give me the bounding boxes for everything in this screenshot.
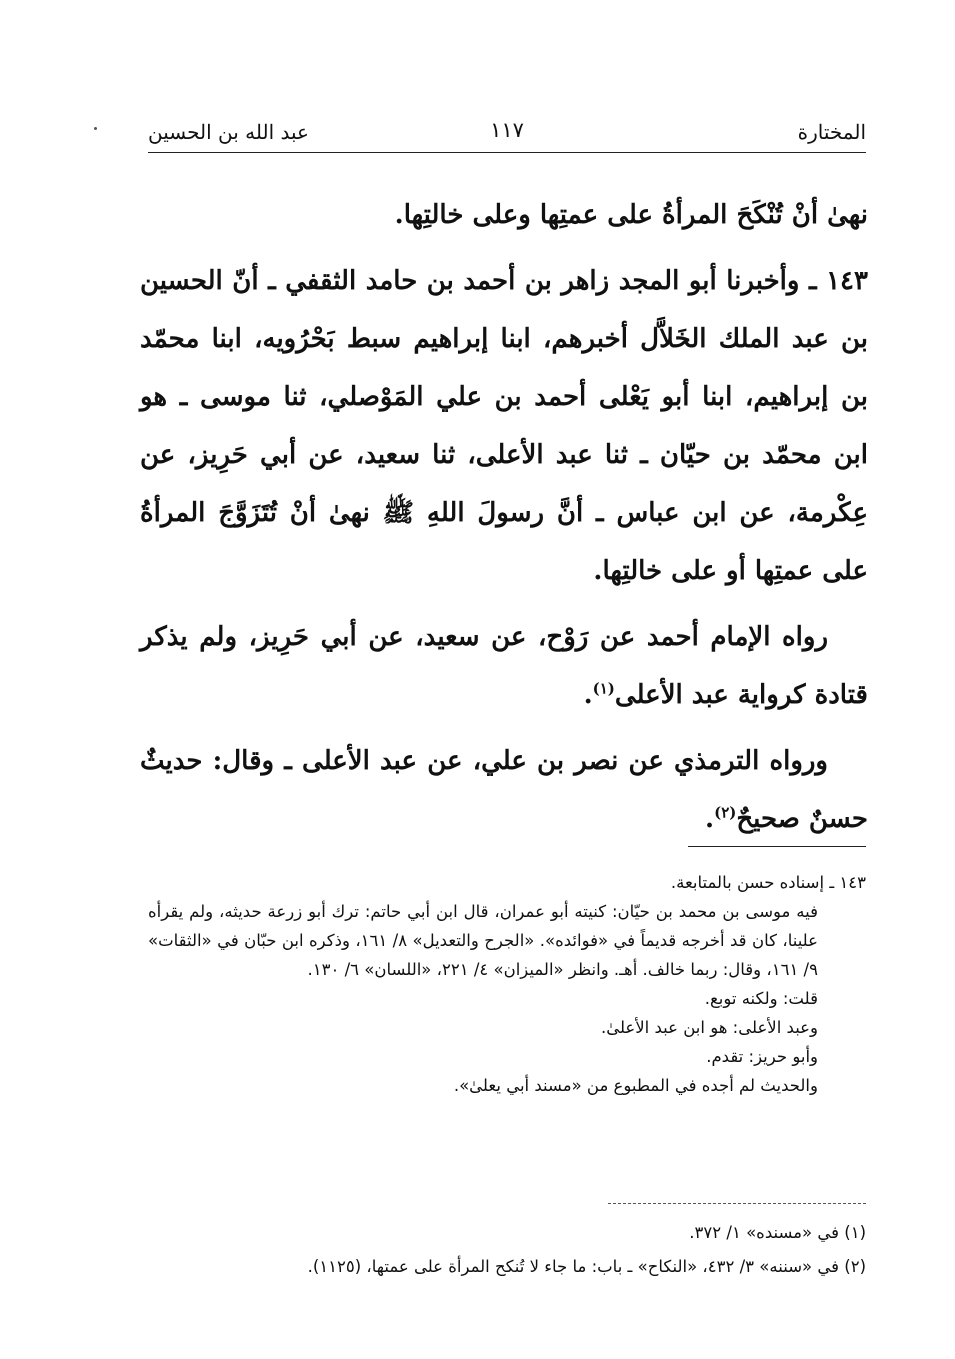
header-section-title: عبد الله بن الحسين [148,120,309,144]
paragraph-hadith-143: ١٤٣ ـ وأخبرنا أبو المجد زاهر بن أحمد بن حامد الثقفي ـ أنّ الحسين بن عبد الملك الخَلاَّل أخبرهم، ابنا إبراهيم سبط بَحْرُويه، ابنا محمّد بن إبراهيم، ابنا أبو يَعْلى أحمد بن علي المَوْصلي، ثنا موسى ـ هو ابن محمّد بن حيّان ـ ثنا عبد الأعلى، ثنا سعيد، عن أبي حَرِيز، عن عِكْرمة، عن ابن عباس ـ أنَّ رسولَ اللهِ ﷺ نهىٰ أنْ تُتَزَوَّجَ المرأةُ على عمتِها أو على خالتِها. [140,266,868,586]
footnote-2: (٢) في «سننه» ٣/ ٤٣٢، «النكاح» ـ باب: ما جاء لا تُنكح المرأة على عمتها، (١١٢٥). [307,1257,866,1276]
paragraph-text: رواه الإمام أحمد عن رَوْح، عن سعيد، عن أبي حَرِيز، ولم يذكر قتادة كرواية عبد الأعلى [140,622,868,710]
paragraph-tirmidhi-narration [140,732,868,848]
note-isnad-analysis: فيه موسى بن محمد بن حيّان: كنيته أبو عمران، قال ابن أبي حاتم: ترك أبو زرعة حديثه، ولم يقرأه علينا، كان قد أخرجه قديماً في «فوائده». «الجرح والتعديل» ٨/ ١٦١، وذكره ابن حبّان في «الثقات» ٩/ ١٦١، وقال: ربما خالف. أهـ. وانظر «الميزان» ٤/ ٢٢١، «اللسان» ٦/ ١٣٠. [148,902,818,979]
note-heading: ١٤٣ ـ إسناده حسن بالمتابعة. [670,873,866,892]
note-line: قلت: ولكنه توبع. [704,989,818,1008]
running-header [148,116,866,150]
page-number: ١١٧ [490,118,524,142]
header-rule [148,152,866,153]
footnotes-separator [608,1203,866,1204]
paragraph-continuation: نهىٰ أنْ تُنْكَحَ المرأةُ على عمتِها وعلى خالتِها. [394,200,868,230]
main-text [140,186,868,856]
paragraph-end: . [583,680,593,710]
footnote-1: (١) في «مسنده» ١/ ٣٧٢. [689,1223,866,1242]
paragraph-text: ورواه الترمذي عن نصر بن علي، عن عبد الأعلى ـ وقال: حديثٌ حسنٌ صحيحٌ [140,746,868,834]
footnotes [148,1216,866,1284]
editor-notes [148,868,866,1100]
footnote-ref-1[interactable]: (١) [592,679,615,698]
note-line: وأبو حريز: تقدم. [706,1047,818,1066]
header-book-title: المختارة [797,120,866,144]
paragraph-end: . [705,804,715,834]
note-line: وعبد الأعلى: هو ابن عبد الأعلىٰ. [600,1018,818,1037]
note-line: والحديث لم أجده في المطبوع من «مسند أبي يعلىٰ». [453,1076,818,1095]
paragraph-ahmad-narration [140,608,868,724]
notes-separator [688,846,866,847]
margin-dot [94,127,97,130]
footnote-ref-2[interactable]: (٢) [714,803,737,822]
